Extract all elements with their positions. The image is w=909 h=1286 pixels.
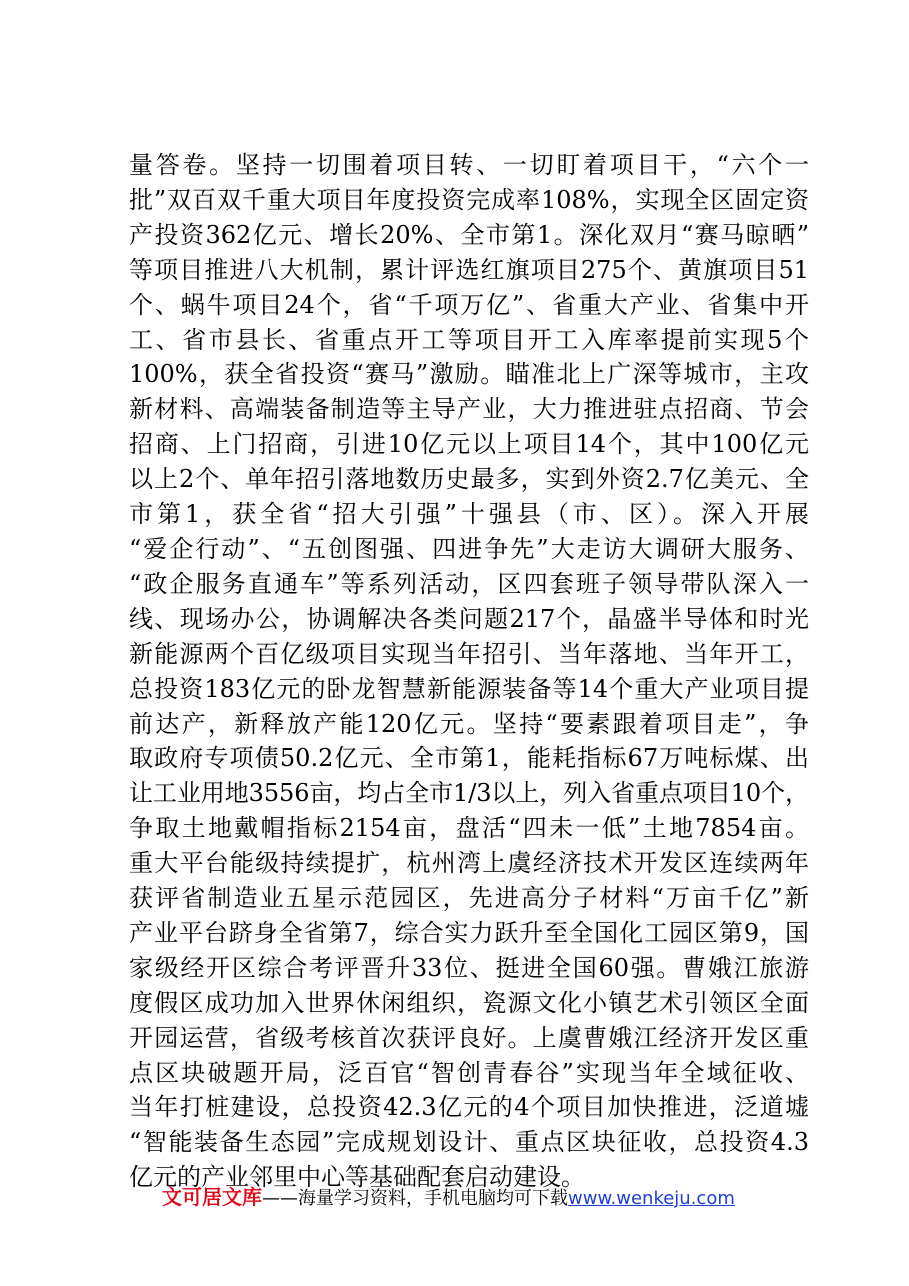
paragraph-line: “智能装备生态园”完成规划设计、重点区块征收，总投资4.3 xyxy=(129,1128,809,1157)
paragraph-line: 家级经开区综合考评晋升33位、挺进全国60强。曹娥江旅游 xyxy=(129,953,809,982)
paragraph-line: 产业平台跻身全省第7，综合实力跃升至全国化工园区第9，国 xyxy=(129,918,809,947)
footer-link[interactable]: www.wenkeju.com xyxy=(568,1188,735,1209)
footer-banner xyxy=(162,1184,782,1212)
paragraph-line: 新材料、高端装备制造等主导产业，大力推进驻点招商、节会 xyxy=(129,395,809,424)
paragraph-line: 新能源两个百亿级项目实现当年招引、当年落地、当年开工， xyxy=(129,639,809,668)
paragraph-line: 个、蜗牛项目24个，省“千项万亿”、省重大产业、省集中开 xyxy=(129,290,809,319)
paragraph-line: 争取土地戴帽指标2154亩，盘活“四未一低”土地7854亩。 xyxy=(129,814,809,843)
paragraph-line: 度假区成功加入世界休闲组织，瓷源文化小镇艺术引领区全面 xyxy=(129,988,809,1017)
paragraph-line: 取政府专项债50.2亿元、全市第1，能耗指标67万吨标煤、出 xyxy=(129,744,809,773)
document-body xyxy=(129,148,809,1195)
footer-slogan: ——海量学习资料，手机电脑均可下载 xyxy=(262,1188,568,1209)
paragraph-line: “爱企行动”、“五创图强、四进争先”大走访大调研大服务、 xyxy=(129,534,809,563)
paragraph-line: 总投资183亿元的卧龙智慧新能源装备等14个重大产业项目提 xyxy=(129,674,809,703)
paragraph-line: 前达产，新释放产能120亿元。坚持“要素跟着项目走”，争 xyxy=(129,709,809,738)
paragraph-line: 亿元的产业邻里中心等基础配套启动建设。 xyxy=(129,1163,585,1192)
paragraph-line: 线、现场办公，协调解决各类问题217个，晶盛半导体和时光 xyxy=(129,604,809,633)
paragraph-line: 让工业用地3556亩，均占全市1/3以上，列入省重点项目10个， xyxy=(129,779,809,808)
paragraph-line: 开园运营，省级考核首次获评良好。上虞曹娥江经济开发区重 xyxy=(129,1023,809,1052)
paragraph-line: 工、省市县长、省重点开工等项目开工入库率提前实现5个 xyxy=(129,325,809,354)
paragraph-line: “政企服务直通车”等系列活动，区四套班子领导带队深入一 xyxy=(129,569,809,598)
paragraph-line: 批”双百双千重大项目年度投资完成率108%，实现全区固定资 xyxy=(129,185,809,214)
paragraph-line: 市第1，获全省“招大引强”十强县（市、区）。深入开展 xyxy=(129,500,809,529)
paragraph-line: 重大平台能级持续提扩，杭州湾上虞经济技术开发区连续两年 xyxy=(129,849,809,878)
paragraph-line: 等项目推进八大机制，累计评选红旗项目275个、黄旗项目51 xyxy=(129,255,809,284)
paragraph-line: 点区块破题开局，泛百官“智创青春谷”实现当年全域征收、 xyxy=(129,1058,809,1087)
footer-brand: 文可居文库 xyxy=(162,1185,262,1209)
paragraph-line: 100%，获全省投资“赛马”激励。瞄准北上广深等城市，主攻 xyxy=(129,360,809,389)
paragraph-line: 量答卷。坚持一切围着项目转、一切盯着项目干，“六个一 xyxy=(129,151,809,179)
paragraph-line: 招商、上门招商，引进10亿元以上项目14个，其中100亿元 xyxy=(129,430,809,459)
paragraph-line: 当年打桩建设，总投资42.3亿元的4个项目加快推进，泛道墟 xyxy=(129,1093,809,1122)
paragraph-line: 以上2个、单年招引落地数历史最多，实到外资2.7亿美元、全 xyxy=(129,465,809,494)
paragraph-line: 产投资362亿元、增长20%、全市第1。深化双月“赛马晾晒” xyxy=(129,220,809,249)
paragraph-line: 获评省制造业五星示范园区，先进高分子材料“万亩千亿”新 xyxy=(129,884,809,913)
